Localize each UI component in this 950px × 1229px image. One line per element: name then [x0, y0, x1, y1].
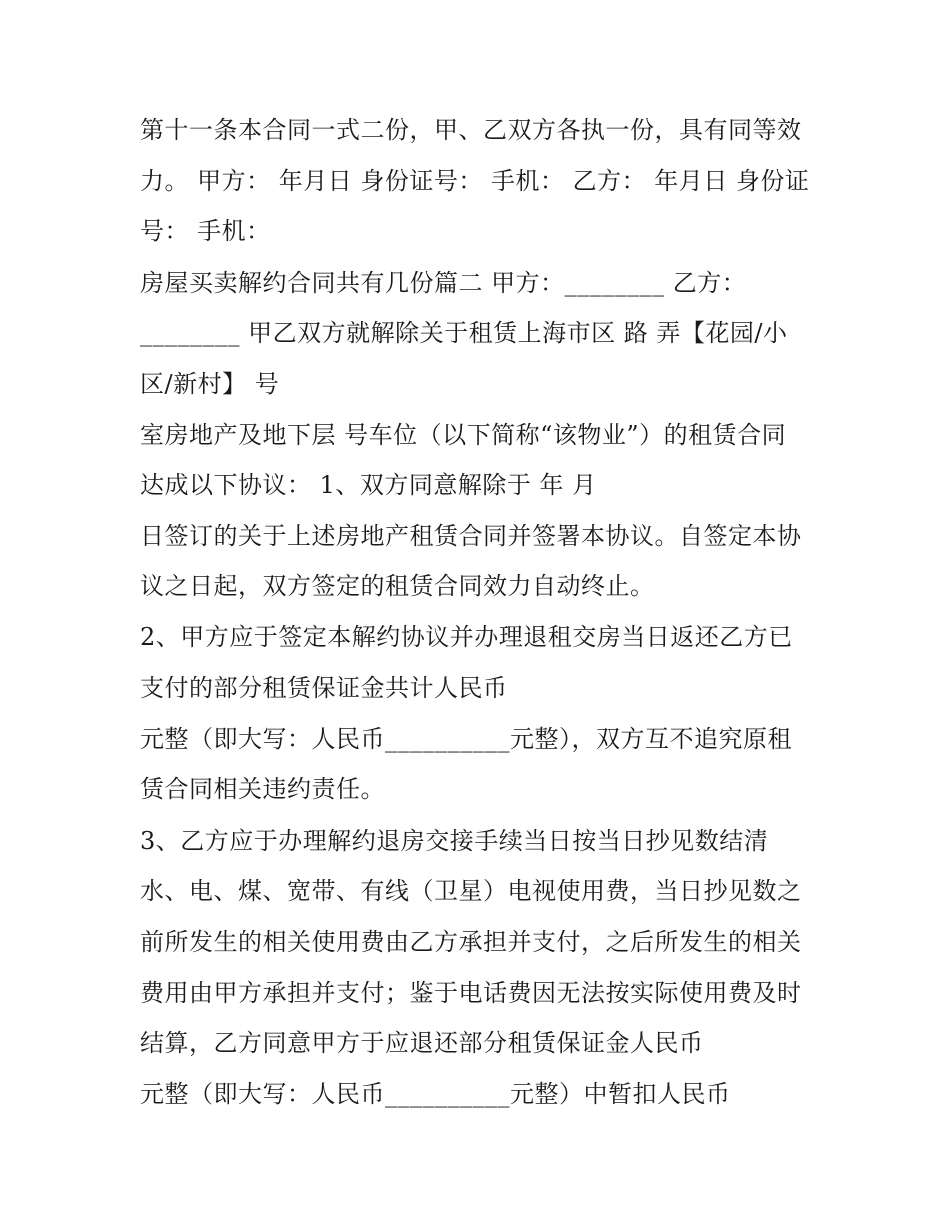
text-line-19: 结算，乙方同意甲方于应退还部分租赁保证金人民币 [140, 1029, 704, 1057]
text-line-12: 支付的部分租赁保证金共计人民币 [140, 674, 508, 702]
text-line-3: 号： 手机： [140, 217, 271, 245]
text-line-10: 议之日起，双方签定的租赁合同效力自动终止。 [140, 572, 655, 600]
text-line-13: 元整（即大写：人民币__________元整），双方互不追究原租 [140, 725, 792, 753]
text-line-1: 第十一条本合同一式二份，甲、乙双方各执一份，具有同等效 [140, 116, 802, 144]
text-line-6: 区/新村】 号 [140, 370, 280, 398]
text-line-11: 2、甲方应于签定本解约协议并办理退租交房当日返还乙方已 [140, 623, 793, 651]
text-line-16: 水、电、煤、宽带、有线（卫星）电视使用费，当日抄见数之 [140, 877, 802, 905]
text-line-14: 赁合同相关违约责任。 [140, 775, 385, 803]
text-line-4: 房屋买卖解约合同共有几份篇二 甲方：________ 乙方： [140, 269, 747, 297]
text-line-9: 日签订的关于上述房地产租赁合同并签署本协议。自签定本协 [140, 522, 802, 550]
text-line-20: 元整（即大写：人民币__________元整）中暂扣人民币 [140, 1080, 731, 1108]
text-line-18: 费用由甲方承担并支付；鉴于电话费因无法按实际使用费及时 [140, 979, 802, 1007]
text-line-15: 3、乙方应于办理解约退房交接手续当日按当日抄见数结清 [140, 827, 769, 855]
text-line-5: ________ 甲乙双方就解除关于租赁上海市区 路 弄【花园/小 [140, 319, 788, 347]
text-line-7: 室房地产及地下层 号车位（以下简称“该物业”）的租赁合同 [140, 421, 787, 449]
text-line-8: 达成以下协议： 1、双方同意解除于 年 月 [140, 471, 597, 499]
text-line-2: 力。 甲方： 年月日 身份证号： 手机： 乙方： 年月日 身份证 [140, 167, 810, 195]
text-line-17: 前所发生的相关使用费由乙方承担并支付，之后所发生的相关 [140, 928, 802, 956]
